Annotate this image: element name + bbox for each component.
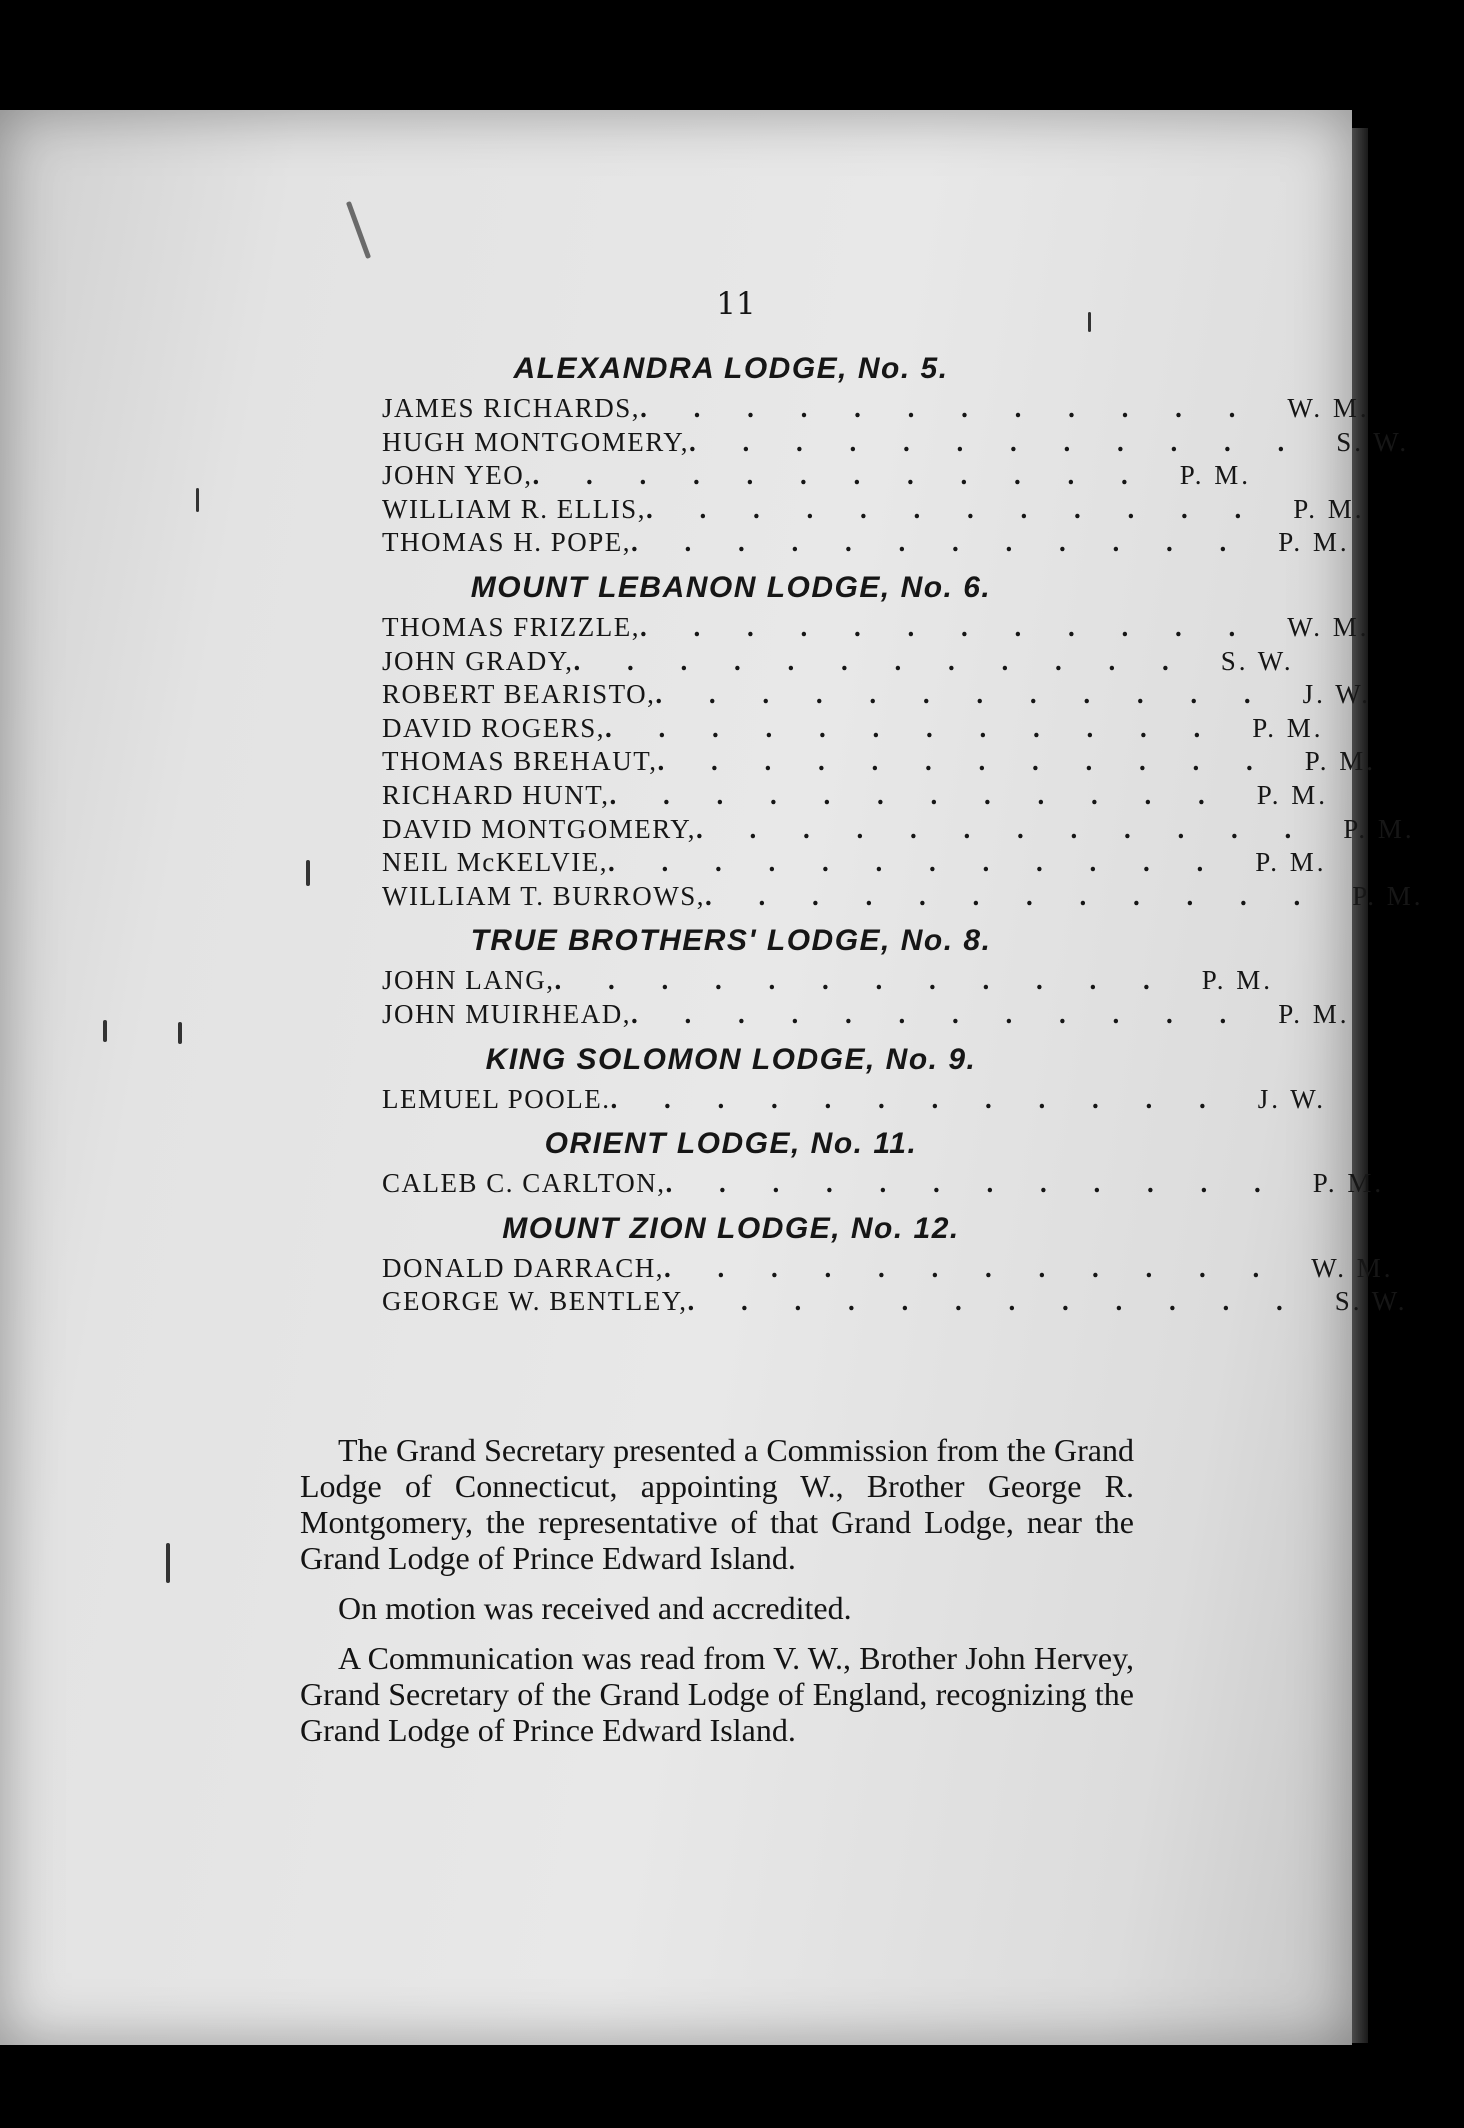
member-rank: P. M.	[1312, 1168, 1385, 1199]
dot-leader: . . . . . . . . . . . .	[640, 611, 1256, 642]
dot-leader: . . . . . . . . . . . .	[665, 1168, 1281, 1199]
member-rank: W. M.	[1311, 1252, 1394, 1283]
member-row	[382, 779, 1329, 813]
dot-leader: . . . . . . . . . . . .	[645, 493, 1262, 524]
member-row	[382, 712, 1324, 746]
member-row	[382, 745, 1377, 779]
body-text	[300, 1432, 1134, 1762]
dot-leader: . . . . . . . . . . . .	[655, 679, 1271, 710]
member-name: LEMUEL POOLE.	[382, 1083, 611, 1114]
dot-leader: . . . . . . . . . . . .	[696, 813, 1312, 844]
lodge-roster	[382, 345, 1424, 1323]
lodge-heading: MOUNT ZION LODGE, No. 12.	[502, 1211, 960, 1245]
member-row	[382, 392, 1370, 426]
member-row	[382, 1167, 1385, 1201]
member-row	[382, 1285, 1408, 1319]
member-rank: J. W.	[1257, 1083, 1327, 1114]
member-name: JOHN MUIRHEAD,	[382, 998, 631, 1029]
member-rank: P. M.	[1201, 965, 1274, 996]
member-rank: P. M.	[1278, 527, 1350, 558]
member-row	[382, 526, 1350, 560]
member-row	[382, 1252, 1394, 1286]
section-gap	[382, 1319, 1062, 1323]
paragraph: A Communication was read from V. W., Brother John Hervey, Grand Secretary of the Grand Lodge of England, recognizing the Grand Lodge of Prince Edward Island.	[300, 1640, 1134, 1748]
scan-speck	[306, 860, 310, 886]
member-name: JOHN YEO,	[382, 460, 533, 491]
member-name: THOMAS BREHAUT,	[382, 746, 658, 777]
member-row	[382, 426, 1410, 460]
member-name: DAVID MONTGOMERY,	[382, 813, 697, 844]
dot-leader: . . . . . . . . . . . .	[554, 965, 1170, 996]
lodge-section	[382, 1036, 1327, 1121]
scan-speck	[196, 488, 199, 512]
member-rank: P. M.	[1179, 460, 1252, 491]
member-row	[382, 998, 1350, 1032]
lodge-section	[382, 1205, 1408, 1323]
member-name: HUGH MONTGOMERY,	[382, 426, 690, 457]
dot-leader: . . . . . . . . . . . .	[689, 426, 1305, 457]
member-rank: P. M.	[1352, 880, 1424, 911]
member-rank: S. W.	[1334, 1286, 1408, 1317]
dot-leader: . . . . . . . . . . . .	[664, 1252, 1280, 1283]
member-row	[382, 964, 1274, 998]
dot-leader: . . . . . . . . . . . .	[532, 460, 1148, 491]
member-row	[382, 846, 1327, 880]
paragraph: The Grand Secretary presented a Commission from the Grand Lodge of Connecticut, appointing W., Brother George R. Montgomery, the representative of that Grand Lodge, near the Grand Lodge of Prince Edward Island.	[300, 1432, 1134, 1576]
member-rank: P. M.	[1304, 746, 1377, 777]
member-name: JOHN LANG,	[382, 965, 555, 996]
dot-leader: . . . . . . . . . . . .	[610, 1083, 1226, 1114]
lodge-section	[382, 345, 1410, 564]
dot-leader: . . . . . . . . . . . .	[631, 527, 1247, 558]
member-row	[382, 611, 1370, 645]
dot-leader: . . . . . . . . . . . .	[609, 779, 1225, 810]
member-name: THOMAS H. POPE,	[382, 527, 632, 558]
member-rank: P. M.	[1278, 998, 1350, 1029]
member-name: RICHARD HUNT,	[382, 779, 610, 810]
member-rank: W. M.	[1287, 611, 1370, 642]
member-row	[382, 678, 1371, 712]
lodge-heading: ALEXANDRA LODGE, No. 5.	[513, 352, 949, 385]
dot-leader: . . . . . . . . . . . .	[640, 393, 1256, 423]
paragraph: On motion was received and accredited.	[338, 1590, 852, 1626]
dot-leader: . . . . . . . . . . . .	[704, 880, 1321, 911]
member-name: ROBERT BEARISTO,	[382, 679, 656, 710]
dot-leader: . . . . . . . . . . . .	[657, 746, 1273, 777]
lodge-section	[382, 564, 1424, 917]
dot-leader: . . . . . . . . . . . .	[607, 847, 1224, 878]
member-rank: P. M.	[1255, 847, 1327, 878]
member-rank: P. M.	[1256, 779, 1329, 810]
dot-leader: . . . . . . . . . . . .	[687, 1286, 1303, 1317]
scan-speck	[103, 1020, 107, 1042]
member-name: DAVID ROGERS,	[382, 712, 606, 743]
dot-leader: . . . . . . . . . . . .	[631, 998, 1247, 1029]
lodge-heading: ORIENT LODGE, No. 11.	[544, 1127, 918, 1161]
scan-speck	[178, 1022, 182, 1044]
member-rank: W. M.	[1287, 393, 1370, 423]
member-rank: P. M.	[1293, 493, 1365, 524]
member-rank: P. M.	[1252, 712, 1324, 743]
member-name: JAMES RICHARDS,	[382, 393, 641, 423]
member-row	[382, 813, 1415, 847]
member-rank: J. W.	[1302, 679, 1371, 710]
member-row	[382, 880, 1424, 914]
member-name: WILLIAM R. ELLIS,	[382, 493, 646, 524]
member-rank: S. W.	[1220, 645, 1294, 676]
lodge-section	[382, 917, 1350, 1035]
member-rank: S. W.	[1336, 426, 1410, 457]
member-row	[382, 645, 1294, 679]
member-row	[382, 1083, 1327, 1117]
lodge-heading: MOUNT LEBANON LODGE, No. 6.	[470, 570, 992, 604]
dot-leader: . . . . . . . . . . . .	[573, 645, 1189, 676]
member-name: NEIL McKELVIE,	[382, 847, 608, 878]
member-name: DONALD DARRACH,	[382, 1252, 665, 1283]
member-row	[382, 493, 1365, 527]
member-rank: P. M.	[1343, 813, 1415, 844]
lodge-heading: TRUE BROTHERS' LODGE, No. 8.	[470, 924, 992, 958]
member-name: THOMAS FRIZZLE,	[382, 611, 640, 642]
page-number: 11	[716, 286, 756, 322]
member-name: WILLIAM T. BURROWS,	[382, 880, 705, 911]
member-name: CALEB C. CARLTON,	[382, 1168, 666, 1199]
lodge-section	[382, 1120, 1385, 1205]
lodge-heading: KING SOLOMON LODGE, No. 9.	[485, 1042, 977, 1076]
dot-leader: . . . . . . . . . . . .	[605, 712, 1221, 743]
member-name: GEORGE W. BENTLEY,	[382, 1286, 688, 1317]
member-name: JOHN GRADY,	[382, 645, 574, 676]
member-row	[382, 459, 1252, 493]
scan-speck	[166, 1543, 170, 1583]
